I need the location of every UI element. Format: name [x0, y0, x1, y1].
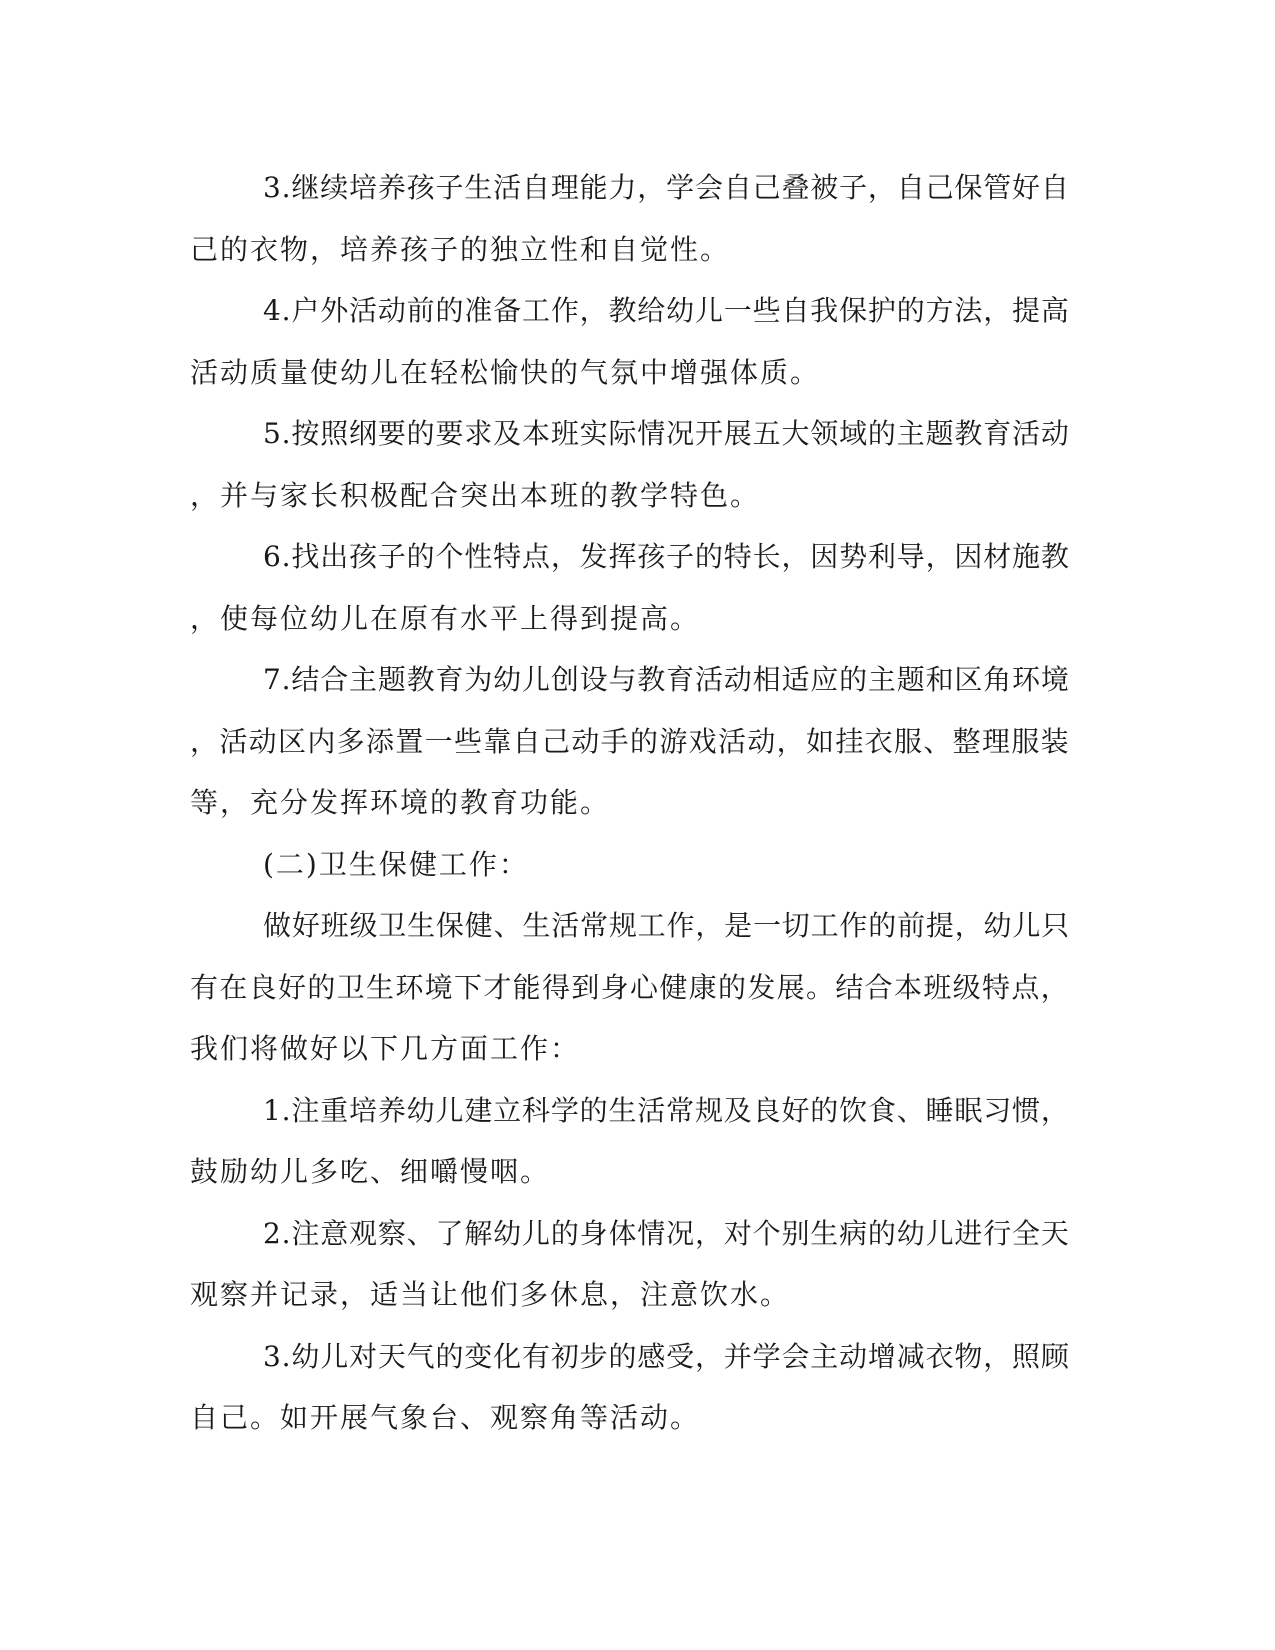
text-line: 自己。如开展气象台、观察角等活动。 [190, 1401, 701, 1434]
text-line: 我们将做好以下几方面工作： [190, 1032, 581, 1065]
text-line: 己的衣物，培养孩子的独立性和自觉性。 [190, 232, 731, 266]
text-line: 观察并记录，适当让他们多休息，注意饮水。 [190, 1278, 791, 1311]
text-line: (二)卫生保健工作： [263, 847, 529, 881]
text-line: ，并与家长积极配合突出本班的教学特色。 [190, 478, 761, 512]
text-line: 7.结合主题教育为幼儿创设与教育活动相适应的主题和区角环境 [263, 663, 1070, 696]
text-line: 1.注重培养幼儿建立科学的生活常规及良好的饮食、睡眠习惯， [263, 1093, 1070, 1127]
text-line: 3.幼儿对天气的变化有初步的感受，并学会主动增减衣物，照顾 [263, 1339, 1070, 1373]
text-line: 做好班级卫生保健、生活常规工作，是一切工作的前提，幼儿只 [263, 909, 1071, 942]
text-line: 4.户外活动前的准备工作，教给幼儿一些自我保护的方法，提高 [263, 294, 1070, 327]
text-line: 6.找出孩子的个性特点，发挥孩子的特长，因势利导，因材施教 [263, 540, 1070, 573]
text-line: ，活动区内多添置一些靠自己动手的游戏活动，如挂衣服、整理服装 [190, 724, 1071, 758]
text-line: 有在良好的卫生环境下才能得到身心健康的发展。结合本班级特点， [190, 970, 1071, 1004]
text-line: 活动质量使幼儿在轻松愉快的气氛中增强体质。 [190, 355, 821, 389]
text-line: 鼓励幼儿多吃、细嚼慢咽。 [190, 1155, 551, 1188]
text-line: 3.继续培养孩子生活自理能力，学会自己叠被子，自己保管好自 [263, 171, 1070, 204]
text-line: 等，充分发挥环境的教育功能。 [190, 786, 611, 819]
text-line: 5.按照纲要的要求及本班实际情况开展五大领域的主题教育活动 [263, 417, 1070, 450]
text-line: 2.注意观察、了解幼儿的身体情况，对个别生病的幼儿进行全天 [263, 1216, 1070, 1250]
text-line: ，使每位幼儿在原有水平上得到提高。 [190, 601, 701, 635]
document-body [190, 157, 1070, 1449]
